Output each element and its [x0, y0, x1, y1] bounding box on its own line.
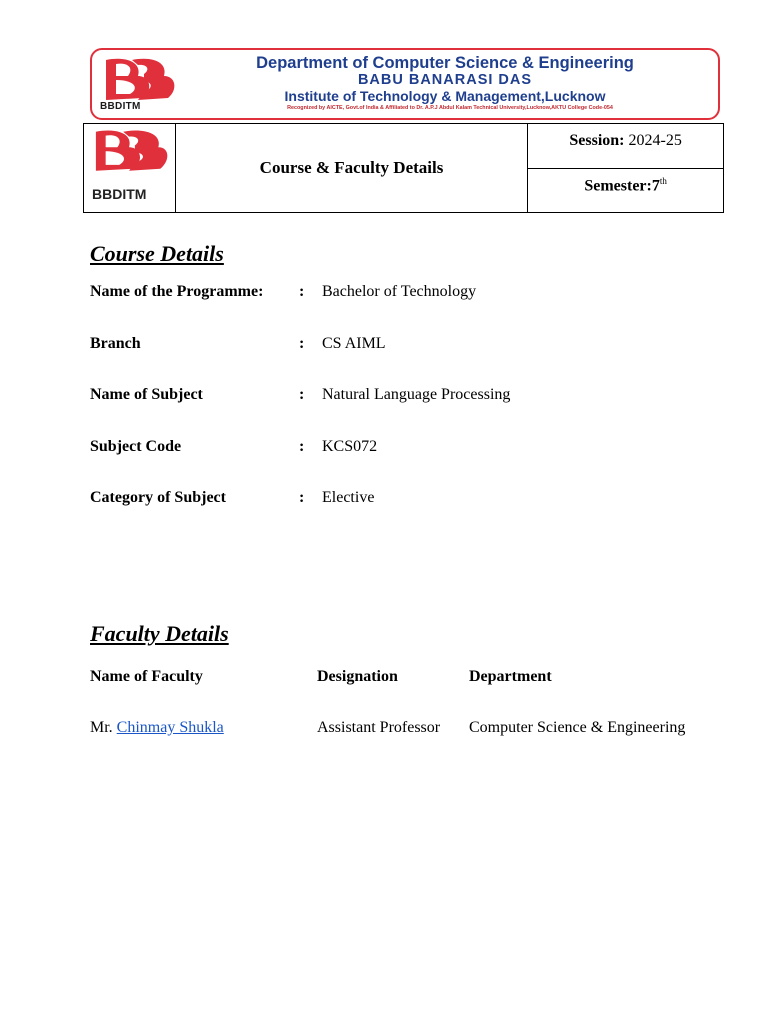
- faculty-name-link[interactable]: Chinmay Shukla: [116, 719, 224, 736]
- course-row-value: Natural Language Processing: [322, 386, 511, 403]
- course-details-heading: Course Details: [90, 241, 224, 266]
- faculty-name-cell: [90, 719, 224, 737]
- course-row-label: Category of Subject: [90, 489, 226, 506]
- faculty-department: Computer Science & Engineering: [469, 719, 686, 736]
- course-row-value: CS AIML: [322, 335, 386, 352]
- faculty-col-department: Department: [469, 668, 552, 685]
- course-row-label: Subject Code: [90, 438, 182, 455]
- course-row-category: [90, 489, 710, 509]
- course-row-subject-code: [90, 438, 710, 458]
- institute-subtitle: Institute of Technology & Management,Lucknow: [284, 88, 606, 104]
- faculty-designation: Assistant Professor: [317, 719, 441, 736]
- course-row-subject: [90, 386, 710, 406]
- course-row-programme: [90, 283, 710, 303]
- course-row-value: KCS072: [322, 438, 378, 455]
- faculty-title: Mr.: [90, 719, 113, 736]
- course-row-value: Bachelor of Technology: [322, 283, 477, 300]
- session-label: Session:: [569, 132, 625, 149]
- course-row-colon: :: [299, 335, 305, 352]
- header-logo-cell: [84, 124, 176, 213]
- semester-value: 7: [651, 177, 660, 195]
- semester-label: Semester:: [584, 177, 652, 195]
- header-logo-text: BBDITM: [92, 186, 147, 202]
- session-cell: [528, 124, 724, 169]
- course-row-label: Name of Subject: [90, 386, 203, 403]
- course-row-colon: :: [299, 438, 305, 455]
- department-name: Department of Computer Science & Engineering: [256, 54, 634, 72]
- faculty-col-name: Name of Faculty: [90, 668, 203, 685]
- course-row-value: Elective: [322, 489, 375, 506]
- faculty-col-designation: Designation: [317, 668, 398, 685]
- course-row-colon: :: [299, 283, 305, 300]
- recognition-line: Recognized by AICTE, Govt.of India & Affiliated to Dr. A.P.J Abdul Kalam Technical University,Lucknow,AKTU College Code-054: [287, 105, 613, 111]
- course-row-label: Name of the Programme:: [90, 283, 264, 300]
- bbditm-logo-icon: [92, 126, 170, 192]
- banner-logo-text: BBDITM: [100, 101, 141, 112]
- session-value: 2024-25: [628, 132, 682, 149]
- semester-suffix: th: [659, 176, 667, 186]
- course-row-branch: [90, 335, 710, 355]
- institute-banner: [90, 48, 720, 120]
- faculty-details-heading: Faculty Details: [90, 621, 229, 646]
- course-header-table: [83, 123, 724, 213]
- course-row-colon: :: [299, 489, 305, 506]
- institute-name: BABU BANARASI DAS: [357, 72, 533, 88]
- semester-cell: [528, 169, 724, 213]
- course-row-label: Branch: [90, 335, 141, 352]
- course-row-colon: :: [299, 386, 305, 403]
- document-title: Course & Faculty Details: [175, 124, 527, 213]
